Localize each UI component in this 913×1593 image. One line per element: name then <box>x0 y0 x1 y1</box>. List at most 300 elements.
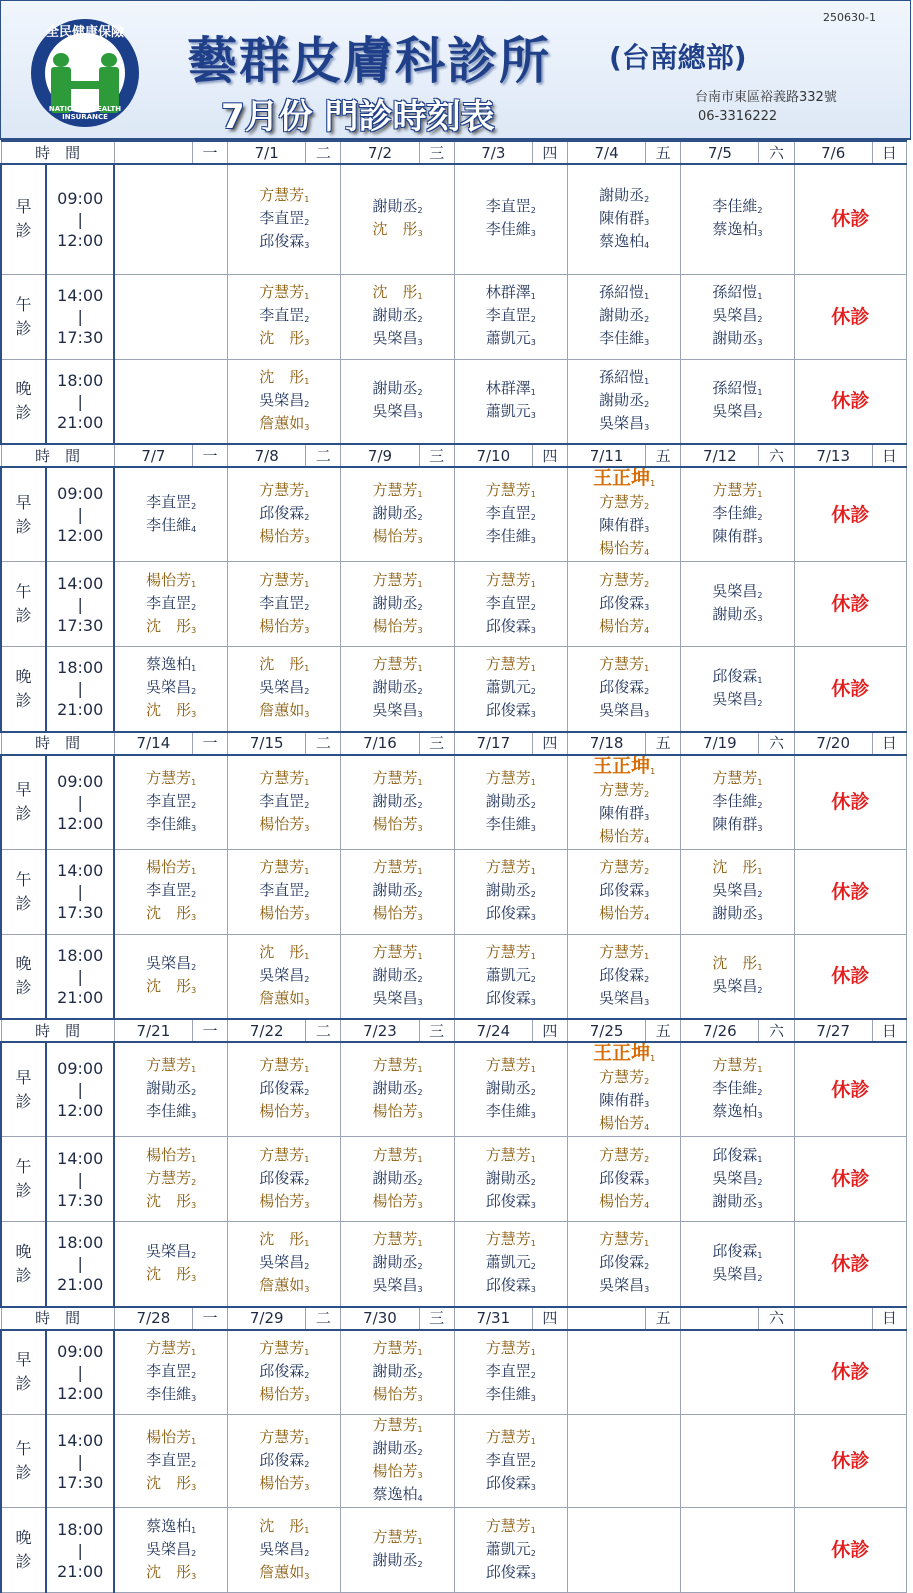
doctor-entry <box>228 616 340 639</box>
doctor-entry <box>115 1450 227 1473</box>
doctor-name: 邱俊霖 <box>259 231 305 250</box>
session-start: 18:00 <box>57 370 104 390</box>
doctor-entry <box>568 1043 680 1067</box>
room-number: 1 <box>304 376 310 386</box>
room-number: 1 <box>644 376 650 386</box>
session-end: 12:00 <box>57 230 104 250</box>
room-number: 2 <box>757 206 763 216</box>
weekday-cell: 一 <box>193 732 228 755</box>
session-start: 14:00 <box>57 573 104 593</box>
session-name-char: 診 <box>15 893 32 913</box>
doctor-name: 李佳維 <box>712 504 758 522</box>
doctor-name: 李直罡 <box>146 492 192 511</box>
session-row <box>1 467 907 562</box>
room-number: 1 <box>191 777 197 787</box>
session-end: 21:00 <box>57 412 104 432</box>
session-name <box>1 934 46 1019</box>
room-number: 3 <box>191 625 197 635</box>
doctor-entry <box>115 1361 227 1384</box>
session-name <box>1 1137 46 1222</box>
time-header: 時 間 <box>1 141 114 164</box>
doctor-entry <box>228 593 340 616</box>
doctor-cell <box>114 1222 227 1307</box>
doctor-cell <box>114 164 227 274</box>
session-name-char: 早 <box>15 1350 32 1370</box>
doctor-cell <box>228 562 341 647</box>
weekday-cell: 五 <box>646 732 681 755</box>
doctor-entry <box>341 196 453 219</box>
room-number: 2 <box>644 1262 650 1272</box>
room-number: 2 <box>304 399 310 409</box>
room-number: 3 <box>644 602 650 612</box>
doctor-entry <box>228 677 340 700</box>
date-cell: 7/10 <box>454 444 532 467</box>
document-code: 250630-1 <box>823 11 876 24</box>
date-cell: 7/7 <box>114 444 192 467</box>
doctor-entry <box>341 1361 453 1384</box>
room-number: 2 <box>530 1548 536 1558</box>
doctor-cell <box>341 647 454 732</box>
week-header-row <box>1 732 907 755</box>
doctor-name: 沈 彤 <box>146 616 192 635</box>
doctor-name: 方慧芳 <box>259 283 305 301</box>
room-number: 1 <box>417 664 423 674</box>
doctor-entry <box>455 1252 567 1275</box>
room-number: 1 <box>530 1065 536 1074</box>
doctor-entry <box>681 581 793 604</box>
doctor-entry <box>341 282 453 305</box>
doctor-name: 楊怡芳 <box>259 1191 305 1210</box>
doctor-name: 邱俊霖 <box>485 1276 531 1295</box>
room-number: 2 <box>417 1560 423 1569</box>
doctor-cell <box>794 1330 906 1415</box>
doctor-name: 方慧芳 <box>372 1230 418 1249</box>
doctor-entry <box>568 468 680 492</box>
room-number: 2 <box>304 974 310 984</box>
session-separator: | <box>77 505 83 524</box>
doctor-name: 楊怡芳 <box>372 1102 418 1120</box>
room-number: 2 <box>757 1273 763 1283</box>
doctor-cell <box>114 1042 227 1137</box>
doctor-entry <box>455 654 567 677</box>
doctor-entry <box>115 903 227 926</box>
doctor-entry <box>228 1539 340 1562</box>
room-number: 1 <box>650 1054 656 1063</box>
session-separator: | <box>77 209 83 229</box>
doctor-entry <box>115 1055 227 1078</box>
schedule-table <box>0 140 907 1593</box>
session-end: 21:00 <box>57 987 104 1007</box>
doctor-name: 蕭凱元 <box>485 1253 531 1272</box>
doctor-cell <box>114 1330 227 1415</box>
doctor-name: 蕭凱元 <box>485 402 531 421</box>
doctor-name: 沈 彤 <box>146 701 192 720</box>
weekday-cell: 二 <box>306 1019 341 1042</box>
doctor-name: 方慧芳 <box>485 1338 531 1357</box>
room-number: 2 <box>644 789 650 799</box>
doctor-entry <box>115 1078 227 1101</box>
doctor-cell <box>114 1508 227 1593</box>
room-number: 3 <box>530 997 536 1007</box>
session-name-char: 診 <box>15 1265 32 1285</box>
room-number: 2 <box>191 602 197 612</box>
room-number: 2 <box>304 687 310 697</box>
doctor-name: 方慧芳 <box>259 570 305 589</box>
doctor-entry <box>455 282 567 305</box>
room-number: 1 <box>530 388 536 398</box>
room-number: 2 <box>191 1088 197 1097</box>
doctor-entry <box>681 305 793 328</box>
doctor-name: 吳棨昌 <box>712 582 758 600</box>
doctor-entry <box>681 1145 793 1168</box>
doctor-entry <box>115 1473 227 1496</box>
doctor-cell <box>341 274 454 359</box>
doctor-name: 楊怡芳 <box>259 616 305 635</box>
doctor-entry <box>455 988 567 1011</box>
session-separator: | <box>77 882 83 901</box>
session-name-char: 早 <box>15 1067 32 1087</box>
room-number: 4 <box>644 913 650 922</box>
doctor-entry <box>115 953 227 976</box>
room-number: 2 <box>757 513 763 522</box>
date-cell: 7/5 <box>681 141 759 164</box>
doctor-entry <box>228 1427 340 1450</box>
doctor-cell <box>794 467 906 562</box>
doctor-name: 楊怡芳 <box>259 1384 305 1403</box>
rest-label: 休診 <box>831 390 870 413</box>
doctor-name: 邱俊霖 <box>485 616 531 635</box>
room-number: 2 <box>644 1154 650 1164</box>
doctor-entry <box>455 1101 567 1124</box>
rest-label: 休診 <box>831 1078 870 1101</box>
doctor-entry <box>568 1090 680 1113</box>
doctor-name: 李直罡 <box>146 791 192 810</box>
room-number: 2 <box>191 1459 197 1469</box>
doctor-name: 李直罡 <box>259 306 305 324</box>
session-start: 18:00 <box>57 1233 104 1253</box>
doctor-entry <box>115 570 227 593</box>
doctor-entry <box>341 570 453 593</box>
room-number: 2 <box>757 986 763 996</box>
doctor-entry <box>568 677 680 700</box>
doctor-entry <box>228 857 340 880</box>
doctor-entry <box>455 1562 567 1585</box>
room-number: 3 <box>530 411 536 421</box>
doctor-name: 方慧芳 <box>485 655 531 674</box>
doctor-name: 蔡逸柏 <box>599 231 645 250</box>
session-time <box>46 1415 114 1508</box>
weekday-cell: 一 <box>193 1307 228 1330</box>
doctor-name: 方慧芳 <box>712 481 758 499</box>
session-name-char: 早 <box>15 492 32 512</box>
session-row <box>1 647 907 732</box>
doctor-name: 吳棨昌 <box>712 306 758 324</box>
weekday-cell: 日 <box>872 1307 906 1330</box>
doctor-entry <box>228 413 340 436</box>
doctor-name: 吳棨昌 <box>259 390 305 409</box>
weekday-cell: 五 <box>646 141 681 164</box>
weekday-cell: 二 <box>306 1307 341 1330</box>
room-number: 1 <box>417 490 423 499</box>
room-number: 2 <box>757 411 763 421</box>
doctor-name: 林群澤 <box>485 379 531 398</box>
doctor-entry <box>568 1168 680 1191</box>
room-number: 1 <box>650 766 656 776</box>
room-number: 2 <box>644 1077 650 1086</box>
doctor-name: 方慧芳 <box>259 1056 305 1074</box>
doctor-name: 李佳維 <box>485 220 531 239</box>
doctor-name: 方慧芳 <box>259 1427 305 1446</box>
date-cell: 7/9 <box>341 444 419 467</box>
session-time <box>46 164 114 274</box>
doctor-entry <box>228 814 340 837</box>
doctor-entry <box>228 526 340 549</box>
doctor-name: 李直罡 <box>485 306 531 324</box>
room-number: 2 <box>530 602 536 612</box>
doctor-name: 方慧芳 <box>599 493 645 511</box>
doctor-name: 李直罡 <box>146 1450 192 1469</box>
doctor-name: 詹蕙如 <box>259 413 305 432</box>
date-cell: 7/4 <box>567 141 645 164</box>
room-number: 2 <box>644 315 650 324</box>
session-name-char: 診 <box>15 516 32 536</box>
weekday-cell: 三 <box>419 1307 454 1330</box>
room-number: 3 <box>417 710 423 720</box>
weekday-cell: 日 <box>872 1019 906 1042</box>
session-separator: | <box>77 1451 83 1471</box>
doctor-entry <box>568 988 680 1011</box>
doctor-entry <box>228 1384 340 1407</box>
room-number: 3 <box>644 422 650 432</box>
doctor-cell <box>681 1330 794 1415</box>
doctor-name: 王正坤 <box>593 1042 651 1064</box>
doctor-name: 吳棨昌 <box>712 1168 758 1187</box>
doctor-entry <box>341 1550 453 1573</box>
date-cell: 7/21 <box>114 1019 192 1042</box>
room-number: 1 <box>757 1065 763 1074</box>
doctor-cell <box>228 647 341 732</box>
session-name <box>1 1042 46 1137</box>
session-row <box>1 1137 907 1222</box>
doctor-cell <box>228 164 341 274</box>
session-end: 12:00 <box>57 813 104 833</box>
doctor-entry <box>681 604 793 627</box>
doctor-cell <box>454 1137 567 1222</box>
doctor-entry <box>568 780 680 803</box>
session-separator: | <box>77 391 83 411</box>
room-number: 1 <box>417 579 423 589</box>
session-time <box>46 1330 114 1415</box>
session-name-char: 診 <box>15 1463 32 1482</box>
session-separator: | <box>77 594 83 614</box>
doctor-entry <box>341 814 453 837</box>
room-number: 3 <box>757 338 763 347</box>
doctor-entry <box>228 570 340 593</box>
doctor-cell <box>228 274 341 359</box>
doctor-name: 李佳維 <box>146 1384 192 1403</box>
doctor-entry <box>228 1055 340 1078</box>
doctor-entry <box>568 942 680 965</box>
room-number: 1 <box>417 1425 423 1434</box>
session-row <box>1 274 907 359</box>
doctor-name: 方慧芳 <box>712 1056 758 1074</box>
logo-bottom-text: NATIONAL HEALTH INSURANCE <box>48 105 122 121</box>
doctor-name: 邱俊霖 <box>599 678 645 697</box>
room-number: 3 <box>417 229 423 239</box>
doctor-name: 蕭凱元 <box>485 965 531 984</box>
doctor-entry <box>341 857 453 880</box>
session-end: 21:00 <box>57 1275 104 1295</box>
doctor-entry <box>455 305 567 328</box>
doctor-name: 方慧芳 <box>485 1145 531 1164</box>
doctor-entry <box>115 1264 227 1287</box>
doctor-entry <box>341 1415 453 1438</box>
doctor-name: 陳侑群 <box>599 208 645 227</box>
room-number: 3 <box>530 1111 536 1120</box>
doctor-name: 謝勛丞 <box>485 1079 531 1097</box>
doctor-entry <box>228 1361 340 1384</box>
room-number: 3 <box>530 1393 536 1403</box>
doctor-cell <box>794 562 906 647</box>
room-number: 3 <box>644 217 650 227</box>
doctor-entry <box>455 1191 567 1214</box>
doctor-name: 李佳維 <box>712 1079 758 1097</box>
room-number: 3 <box>304 913 310 922</box>
doctor-cell <box>681 1042 794 1137</box>
doctor-name: 吳棨昌 <box>259 1253 305 1272</box>
doctor-name: 謝勛丞 <box>712 605 758 623</box>
doctor-name: 方慧芳 <box>372 858 418 876</box>
doctor-name: 謝勛丞 <box>372 1079 418 1097</box>
doctor-entry <box>455 965 567 988</box>
session-name-char: 晚 <box>15 1241 32 1261</box>
doctor-name: 吳棨昌 <box>259 1539 305 1558</box>
doctor-name: 蔡逸柏 <box>372 1485 418 1503</box>
room-number: 3 <box>304 625 310 635</box>
doctor-name: 楊怡芳 <box>259 527 305 545</box>
doctor-entry <box>115 1384 227 1407</box>
room-number: 3 <box>644 525 650 534</box>
week-header-row <box>1 1307 907 1330</box>
room-number: 3 <box>757 1200 763 1210</box>
session-time <box>46 1508 114 1593</box>
doctor-name: 方慧芳 <box>372 942 418 961</box>
doctor-name: 沈 彤 <box>146 1562 192 1581</box>
session-name <box>1 849 46 934</box>
doctor-entry <box>681 689 793 712</box>
room-number: 1 <box>757 675 763 685</box>
session-start: 09:00 <box>57 1341 104 1361</box>
session-name-char: 診 <box>15 1552 32 1571</box>
doctor-entry <box>455 1473 567 1496</box>
doctor-entry <box>341 791 453 814</box>
rest-label: 休診 <box>831 1168 870 1190</box>
doctor-entry <box>455 1229 567 1252</box>
doctor-entry <box>681 814 793 837</box>
doctor-name: 林群澤 <box>485 283 531 301</box>
room-number: 3 <box>191 986 197 996</box>
room-number: 2 <box>417 974 423 984</box>
doctor-entry <box>568 1145 680 1168</box>
weekday-cell: 六 <box>759 1019 794 1042</box>
doctor-entry <box>455 700 567 723</box>
session-end: 17:30 <box>57 615 104 635</box>
doctor-entry <box>568 1067 680 1090</box>
weekday-cell: 日 <box>872 141 906 164</box>
doctor-entry <box>115 1241 227 1264</box>
doctor-entry <box>341 401 453 424</box>
clinic-title: 藝群皮膚科診所 <box>187 32 551 90</box>
doctor-name: 方慧芳 <box>146 768 192 787</box>
doctor-cell <box>228 1415 341 1508</box>
date-cell: 7/1 <box>228 141 306 164</box>
doctor-cell <box>228 1137 341 1222</box>
doctor-entry <box>341 1078 453 1101</box>
room-number: 2 <box>757 591 763 600</box>
doctor-name: 李直罡 <box>485 1450 531 1469</box>
doctor-entry <box>681 219 793 242</box>
room-number: 3 <box>304 536 310 545</box>
weekday-cell: 三 <box>419 444 454 467</box>
doctor-entry <box>568 515 680 538</box>
date-cell: 7/27 <box>794 1019 872 1042</box>
doctor-name: 謝勛丞 <box>372 504 418 522</box>
doctor-cell <box>681 755 794 850</box>
doctor-cell <box>341 1042 454 1137</box>
session-start: 14:00 <box>57 861 104 880</box>
doctor-cell <box>341 755 454 850</box>
doctor-name: 邱俊霖 <box>712 666 758 685</box>
rest-label: 休診 <box>831 593 870 615</box>
doctor-name: 李佳維 <box>485 527 531 545</box>
doctor-name: 方慧芳 <box>372 768 418 787</box>
date-cell: 7/18 <box>567 732 645 755</box>
doctor-name: 吳棨昌 <box>372 329 418 347</box>
room-number: 1 <box>757 292 763 301</box>
doctor-cell <box>341 934 454 1019</box>
time-header: 時 間 <box>1 1019 114 1042</box>
room-number: 1 <box>304 1065 310 1074</box>
room-number: 1 <box>191 1347 197 1357</box>
session-row <box>1 164 907 274</box>
doctor-cell <box>454 274 567 359</box>
room-number: 2 <box>644 502 650 511</box>
doctor-entry <box>228 367 340 390</box>
doctor-entry <box>228 1191 340 1214</box>
doctor-entry <box>228 231 340 254</box>
doctor-cell <box>681 647 794 732</box>
doctor-name: 吳棨昌 <box>712 881 758 899</box>
room-number: 2 <box>191 1370 197 1380</box>
doctor-name: 方慧芳 <box>259 185 305 204</box>
doctor-entry <box>681 880 793 903</box>
doctor-entry <box>681 526 793 549</box>
doctor-name: 李直罡 <box>259 791 305 810</box>
doctor-entry <box>681 401 793 424</box>
doctor-cell <box>341 467 454 562</box>
doctor-name: 李直罡 <box>485 593 531 612</box>
session-time <box>46 1222 114 1307</box>
doctor-cell <box>567 1330 680 1415</box>
date-cell: 7/20 <box>794 732 872 755</box>
room-number: 1 <box>757 388 763 398</box>
doctor-cell <box>794 647 906 732</box>
session-name-char: 晚 <box>15 1528 32 1547</box>
room-number: 3 <box>191 1111 197 1120</box>
doctor-entry <box>455 1539 567 1562</box>
room-number: 2 <box>191 800 197 810</box>
room-number: 2 <box>417 1448 423 1457</box>
